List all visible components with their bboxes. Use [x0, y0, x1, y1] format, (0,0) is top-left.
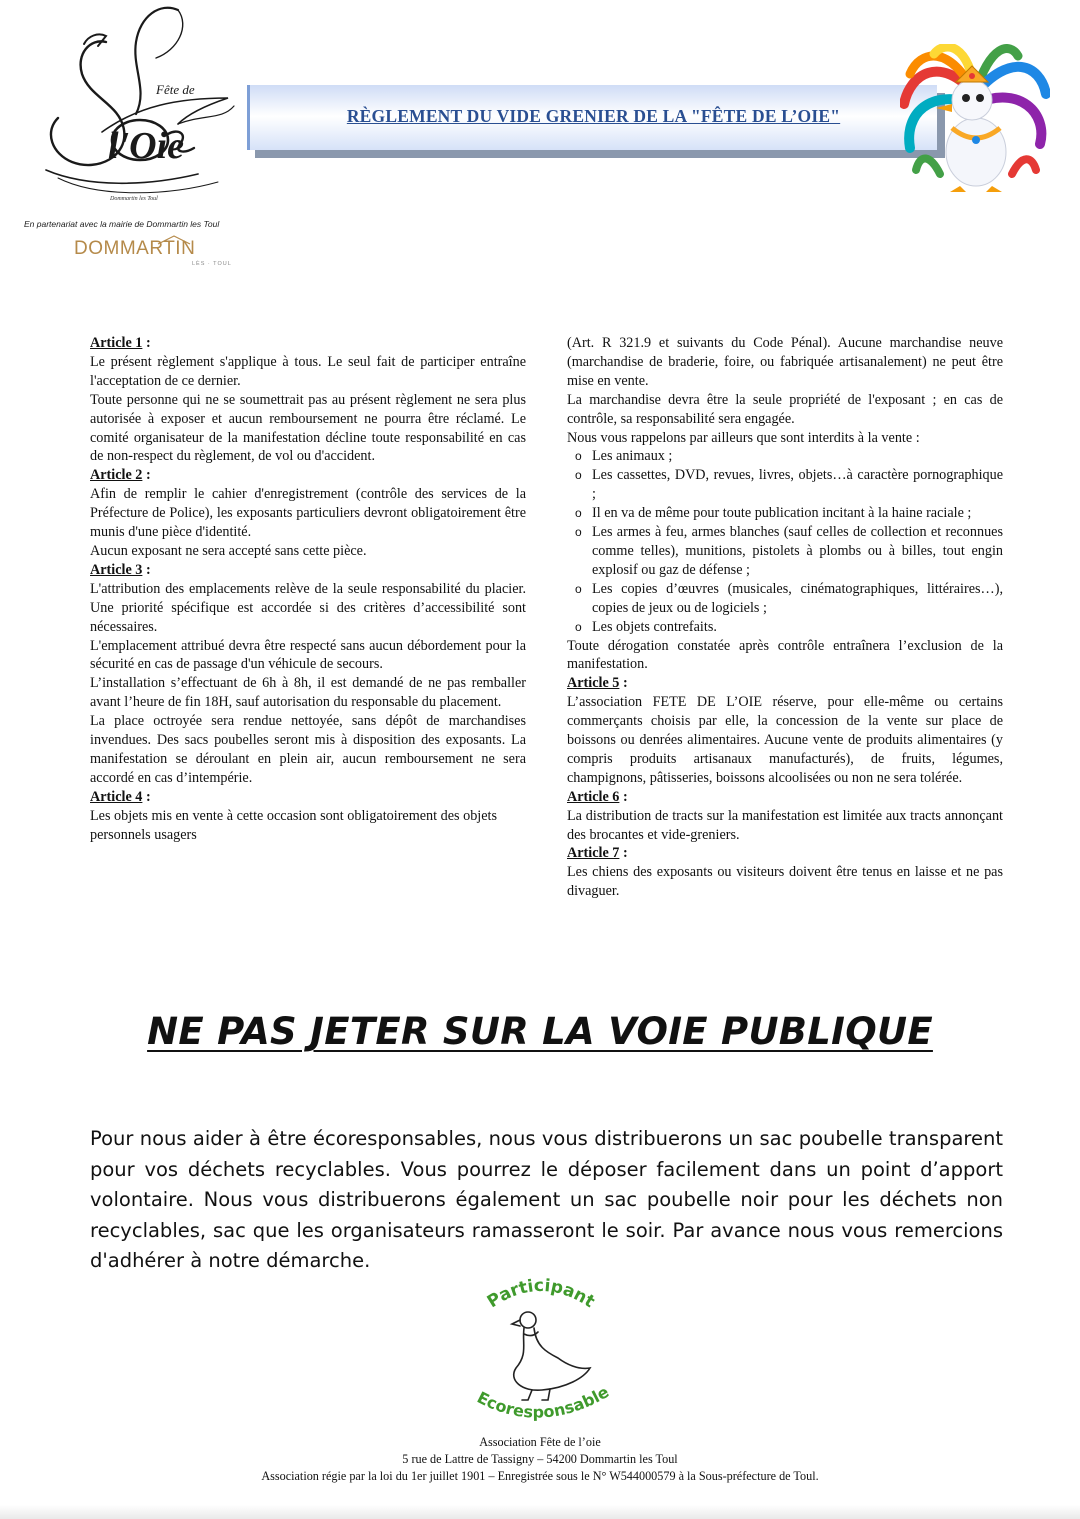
article-1-paragraph: Le présent règlement s'applique à tous. Le seul fait de participer entraîne l'acceptation de ce dernier. [90, 353, 526, 389]
svg-text:Participant [484, 1276, 598, 1312]
article-4-paragraph: (Art. R 321.9 et suivants du Code Pénal). Aucune marchandise neuve (marchandise de braderie, foire, ou fabriquée artisanalement) ne peut être mise en vente. [567, 335, 1003, 389]
svg-text:Ecoresponsable [474, 1382, 612, 1422]
badge-bottom-text: Ecoresponsable [474, 1382, 613, 1422]
article-4-heading: Article 4 : [90, 788, 151, 805]
dommartin-logo [74, 234, 232, 268]
forbidden-items-list [567, 447, 1003, 636]
partner-text: En partenariat avec la mairie de Dommartin les Toul [24, 219, 220, 229]
footer-address: 5 rue de Lattre de Tassigny – 54200 Dommartin les Toul [402, 1452, 678, 1466]
list-item: o Les cassettes, DVD, revues, livres, objets…à caractère pornographique ; [567, 466, 1003, 504]
article-2-heading: Article 2 : [90, 467, 151, 484]
footer [0, 1434, 1080, 1485]
footer-association-name: Association Fête de l’oie [479, 1435, 601, 1449]
article-4-paragraph: La marchandise devra être la seule propriété de l'exposant ; en cas de contrôle, sa responsabilité sera engagée. [567, 391, 1003, 427]
list-item: o Les copies d’œuvres (musicales, cinématographiques, littéraires…), copies de jeux ou de logiciels ; [567, 580, 1003, 618]
town-logo-text: DOMMARTIN [74, 238, 196, 259]
article-1-paragraph: Toute personne qui ne se soumettrait pas au présent règlement ne sera plus autorisée à exposer et aucun remboursement ne pourra être réclamé. Le comité organisateur de la manifestation décline toute responsabilité en cas de non-respect du règlement, de vol ou d'accident. [90, 391, 526, 465]
article-5-paragraph: L’association FETE DE L’OIE réserve, pour elle-même ou certains commerçants choisis par elle, la concession de la vente sur place de boissons ou denrées alimentaires. Aucune vente de produits alimentaires (y compris produits artisanaux manufacturés), de fruits, légumes, champignons, pâtisseries, boissons alcoolisées ou non ne sera tolérée. [567, 694, 1003, 786]
article-3-paragraph: L'emplacement attribué devra être respecté sans aucun débordement pour la sécurité en cas de passage d'un véhicule de secours. [90, 637, 526, 673]
slogan-heading: NE PAS JETER SUR LA VOIE PUBLIQUE [147, 1010, 933, 1053]
article-3-paragraph: L'attribution des emplacements relève de la seule responsabilité du placier. Une priorité spécifique est accordée si des critères d’accessibilité sont nécessaires. [90, 580, 526, 635]
page-bottom-edge [0, 1505, 1080, 1519]
list-item: o Les animaux ; [567, 447, 1003, 466]
article-2-paragraph: Aucun exposant ne sera accepté sans cette pièce. [90, 542, 367, 559]
article-4-paragraph: Nous vous rappelons par ailleurs que sont interdits à la vente : [567, 429, 920, 446]
article-7-paragraph: Les chiens des exposants ou visiteurs doivent être tenus en laisse et ne pas divaguer. [567, 864, 1003, 900]
articles-right-column [567, 334, 1003, 901]
article-4-paragraph: Les objets mis en vente à cette occasion sont obligatoirement des objets personnels usagers [90, 807, 497, 843]
article-1-heading: Article 1 : [90, 335, 151, 351]
article-6-heading: Article 6 : [567, 788, 628, 805]
list-item: o Les objets contrefaits. [567, 618, 1003, 637]
article-3-paragraph: L’installation s’effectuant de 6h à 8h, il est demandé de ne pas remballer avant l’heure de fin 18H, sauf autorisation du responsable du placement. [90, 675, 526, 711]
article-7-heading: Article 7 : [567, 845, 628, 862]
footer-legal-notice: Association régie par la loi du 1er juillet 1901 – Enregistrée sous le N° W544000579 à la Sous-préfecture de Toul. [261, 1469, 819, 1483]
list-item: o Il en va de même pour toute publication incitant à la haine raciale ; [567, 504, 1003, 523]
logo-oie-lettering [104, 118, 194, 170]
badge-top-text: Participant [483, 1275, 599, 1313]
logo-fete-text: Fête de [156, 82, 195, 97]
list-item: o Les armes à feu, armes blanches (sauf celles de collection et reconnues comme telles), munitions, pistolets à plombs ou à billes, tout engin explosif ou gaz de défense ; [567, 523, 1003, 580]
articles-left-column [90, 334, 526, 844]
title-banner [247, 85, 937, 150]
article-4-paragraph: Toute dérogation constatée après contrôle entraînera l’exclusion de la manifestation. [567, 637, 1003, 673]
fete-de-l-oie-logo [28, 2, 240, 207]
goose-icon [512, 1312, 590, 1400]
article-3-heading: Article 3 : [90, 561, 151, 578]
document-title: RÈGLEMENT DU VIDE GRENIER DE LA "FÊTE DE L’OIE" [346, 106, 841, 126]
carnival-goose-mascot-icon [900, 44, 1050, 194]
logo-subtext: Dommartin les Toul [110, 196, 158, 202]
article-6-paragraph: La distribution de tracts sur la manifestation est limitée aux tracts annonçant des brocantes et vide-greniers. [567, 807, 1003, 843]
ecoresponsable-participant-badge [466, 1272, 616, 1432]
article-3-paragraph: La place octroyée sera rendue nettoyée, sans dépôt de marchandises invendues. Des sacs poubelles seront mis à disposition des exposants. La manifestation se déroulant en plein air, aucun remboursement ne sera accordé en cas d’intempérie. [90, 713, 526, 786]
article-5-heading: Article 5 : [567, 675, 628, 692]
town-logo-subtext: LÈS · TOUL [192, 261, 232, 267]
eco-responsibility-text: Pour nous aider à être écoresponsables, nous vous distribuerons un sac poubelle transparent pour vos déchets recyclables. Vous pourrez le déposer facilement dans un point d’apport volontaire. Nous vous distribuerons également un sac poubelle noir pour les déchets non recyclables, sac que les organisateurs ramasseront le soir. Par avance nous vous remercions d'adhérer à notre démarche. [90, 1127, 1003, 1272]
logo-oie-visible-text: l'Oie [108, 125, 184, 167]
article-2-paragraph: Afin de remplir le cahier d'enregistrement (contrôle des services de la Préfecture de Police), les exposants particuliers devront obligatoirement être munis d'une pièce d'identité. [90, 486, 526, 541]
